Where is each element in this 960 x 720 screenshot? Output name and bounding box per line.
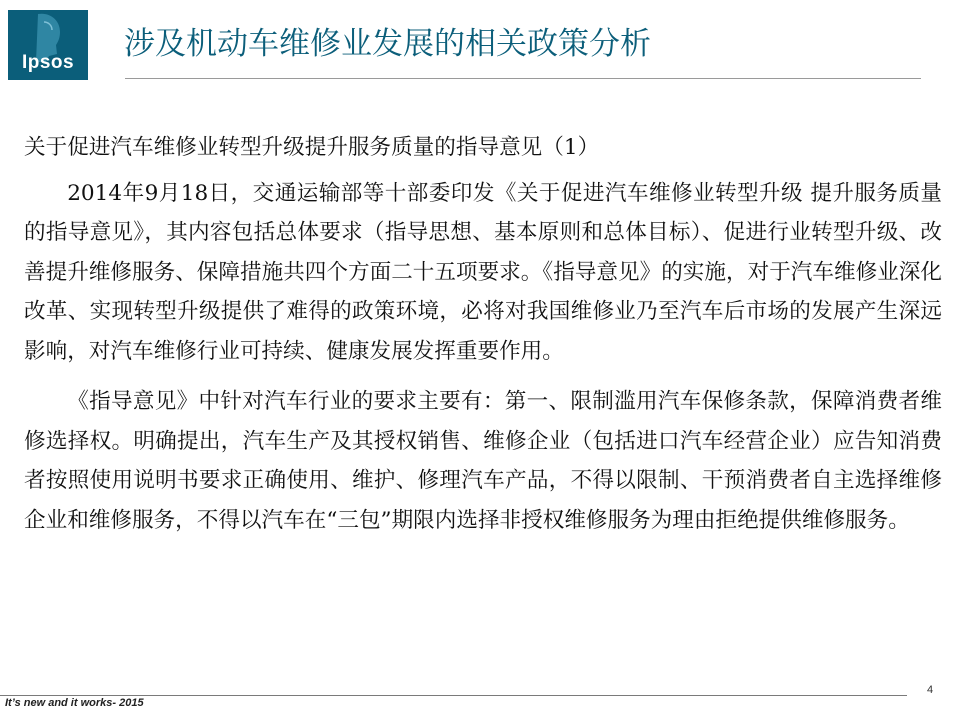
page-number: 4 xyxy=(927,684,934,696)
paragraph-1: 2014年9月18日，交通运输部等十部委印发《关于促进汽车维修业转型升级 提升服务质量的指导意见》，其内容包括总体要求（指导思想、基本原则和总体目标）、促进行业转型升级、改善提升维修服务、保障措施共四个方面二十五项要求。《指导意见》的实施，对于汽车维修业深化改革、实现转型升级提供了难得的政策环境，必将对我国维修业乃至汽车后市场的发展产生深远影响，对汽车维修行业可持续、健康发展发挥重要作用。 xyxy=(24,180,942,364)
footer-text: It’s new and it works- 2015 xyxy=(5,697,144,709)
page-title: 涉及机动车维修业发展的相关政策分析 xyxy=(124,26,651,62)
logo-text: Ipsos xyxy=(21,52,75,73)
section-heading: 关于促进汽车维修业转型升级提升服务质量的指导意见（1） xyxy=(24,135,600,160)
footer-divider xyxy=(0,695,907,696)
title-divider xyxy=(125,78,921,79)
content-body xyxy=(24,128,942,551)
ipsos-logo xyxy=(8,10,88,80)
paragraph-2: 《指导意见》中针对汽车行业的要求主要有：第一、限制滥用汽车保修条款，保障消费者维修选择权。明确提出，汽车生产及其授权销售、维修企业（包括进口汽车经营企业）应告知消费者按照使用说明书要求正确使用、维护、修理汽车产品，不得以限制、干预消费者自主选择维修企业和维修服务，不得以汽车在“三包”期限内选择非授权维修服务为理由拒绝提供维修服务。 xyxy=(24,389,942,533)
